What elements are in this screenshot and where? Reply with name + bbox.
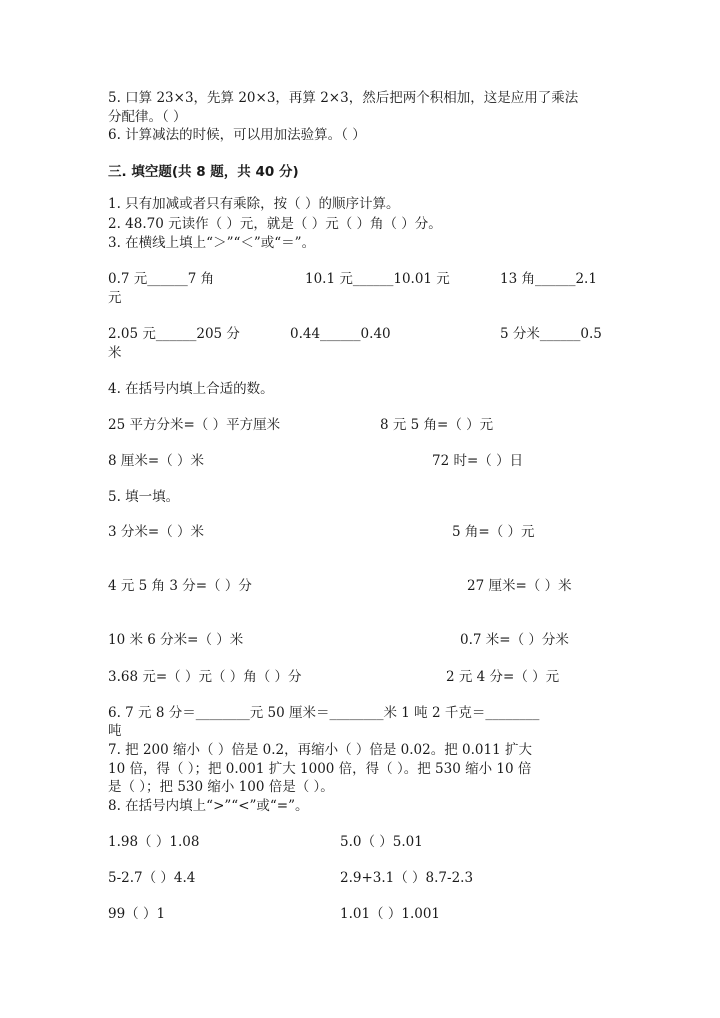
q3-item-2: 10.1 元______10.01 元 (305, 271, 450, 287)
fill-q7-line2: 10 倍，得（ ）；把 0.001 扩大 1000 倍，得（ ）。把 530 缩小 10 倍 (108, 761, 532, 777)
fill-q7-line1: 7. 把 200 缩小（ ）倍是 0.2，再缩小（ ）倍是 0.02。把 0.011 扩大 (108, 742, 532, 758)
q5-item-7: 3.68 元=（ ）元（ ）角（ ）分 (108, 669, 302, 685)
q3-item-1: 0.7 元______7 角 (108, 271, 215, 287)
q4-item-4: 72 时=（ ）日 (432, 453, 524, 469)
q8-item-3: 5-2.7（ ）4.4 (108, 870, 196, 886)
fill-q7-line3: 是（ ）；把 530 缩小 100 倍是（ ）。 (108, 779, 334, 795)
q5-item-5: 10 米 6 分米=（ ）米 (108, 632, 244, 648)
q8-item-1: 1.98（ ）1.08 (108, 834, 200, 850)
q3-item-3: 13 角______2.1 (500, 271, 597, 287)
q8-item-5: 99（ ）1 (108, 906, 166, 922)
q5-item-1: 3 分米=（ ）米 (108, 524, 204, 540)
q8-item-4: 2.9+3.1（ ）8.7-2.3 (340, 870, 474, 886)
section-title: 三. 填空题(共 8 题，共 40 分) (108, 164, 299, 180)
q3-item-6: 5 分米______0.5 (500, 326, 602, 342)
q3-item-5: 0.44______0.40 (290, 326, 391, 342)
fill-q5: 5. 填一填。 (108, 489, 180, 505)
fill-q6-line1: 6. 7 元 8 分＝________元 50 厘米＝________米 1 吨 2 千克＝________ (108, 705, 540, 721)
q3-item-6-wrap: 米 (108, 345, 122, 361)
q3-item-4: 2.05 元______205 分 (108, 326, 240, 342)
fill-q3: 3. 在横线上填上“＞”“＜”或“＝”。 (108, 235, 316, 251)
q4-item-2: 8 元 5 角=（ ）元 (380, 417, 494, 433)
fill-q1: 1. 只有加减或者只有乘除，按（ ）的顺序计算。 (108, 196, 400, 212)
fill-q2: 2. 48.70 元读作（ ）元，就是（ ）元（ ）角（ ）分。 (108, 216, 442, 232)
q5-item-4: 27 厘米=（ ）米 (467, 578, 572, 594)
judge-q5-line2: 分配律。（ ） (108, 109, 187, 125)
q4-item-1: 25 平方分米=（ ）平方厘米 (108, 417, 281, 433)
fill-q6-line2: 吨 (108, 723, 122, 739)
q4-item-3: 8 厘米=（ ）米 (108, 453, 204, 469)
q5-item-3: 4 元 5 角 3 分=（ ）分 (108, 578, 252, 594)
judge-q5-line1: 5. 口算 23×3，先算 20×3，再算 2×3，然后把两个积相加，这是应用了乘法 (108, 90, 579, 106)
q3-item-3-wrap: 元 (108, 290, 122, 306)
q8-item-6: 1.01（ ）1.001 (340, 906, 440, 922)
fill-q8: 8. 在括号内填上“>”“<”或“=”。 (108, 798, 309, 814)
q5-item-2: 5 角=（ ）元 (452, 524, 535, 540)
judge-q6: 6. 计算减法的时候，可以用加法验算。（ ） (108, 127, 366, 143)
fill-q4: 4. 在括号内填上合适的数。 (108, 381, 274, 397)
q5-item-8: 2 元 4 分=（ ）元 (446, 669, 560, 685)
q8-item-2: 5.0（ ）5.01 (340, 834, 423, 850)
q5-item-6: 0.7 米=（ ）分米 (460, 632, 569, 648)
